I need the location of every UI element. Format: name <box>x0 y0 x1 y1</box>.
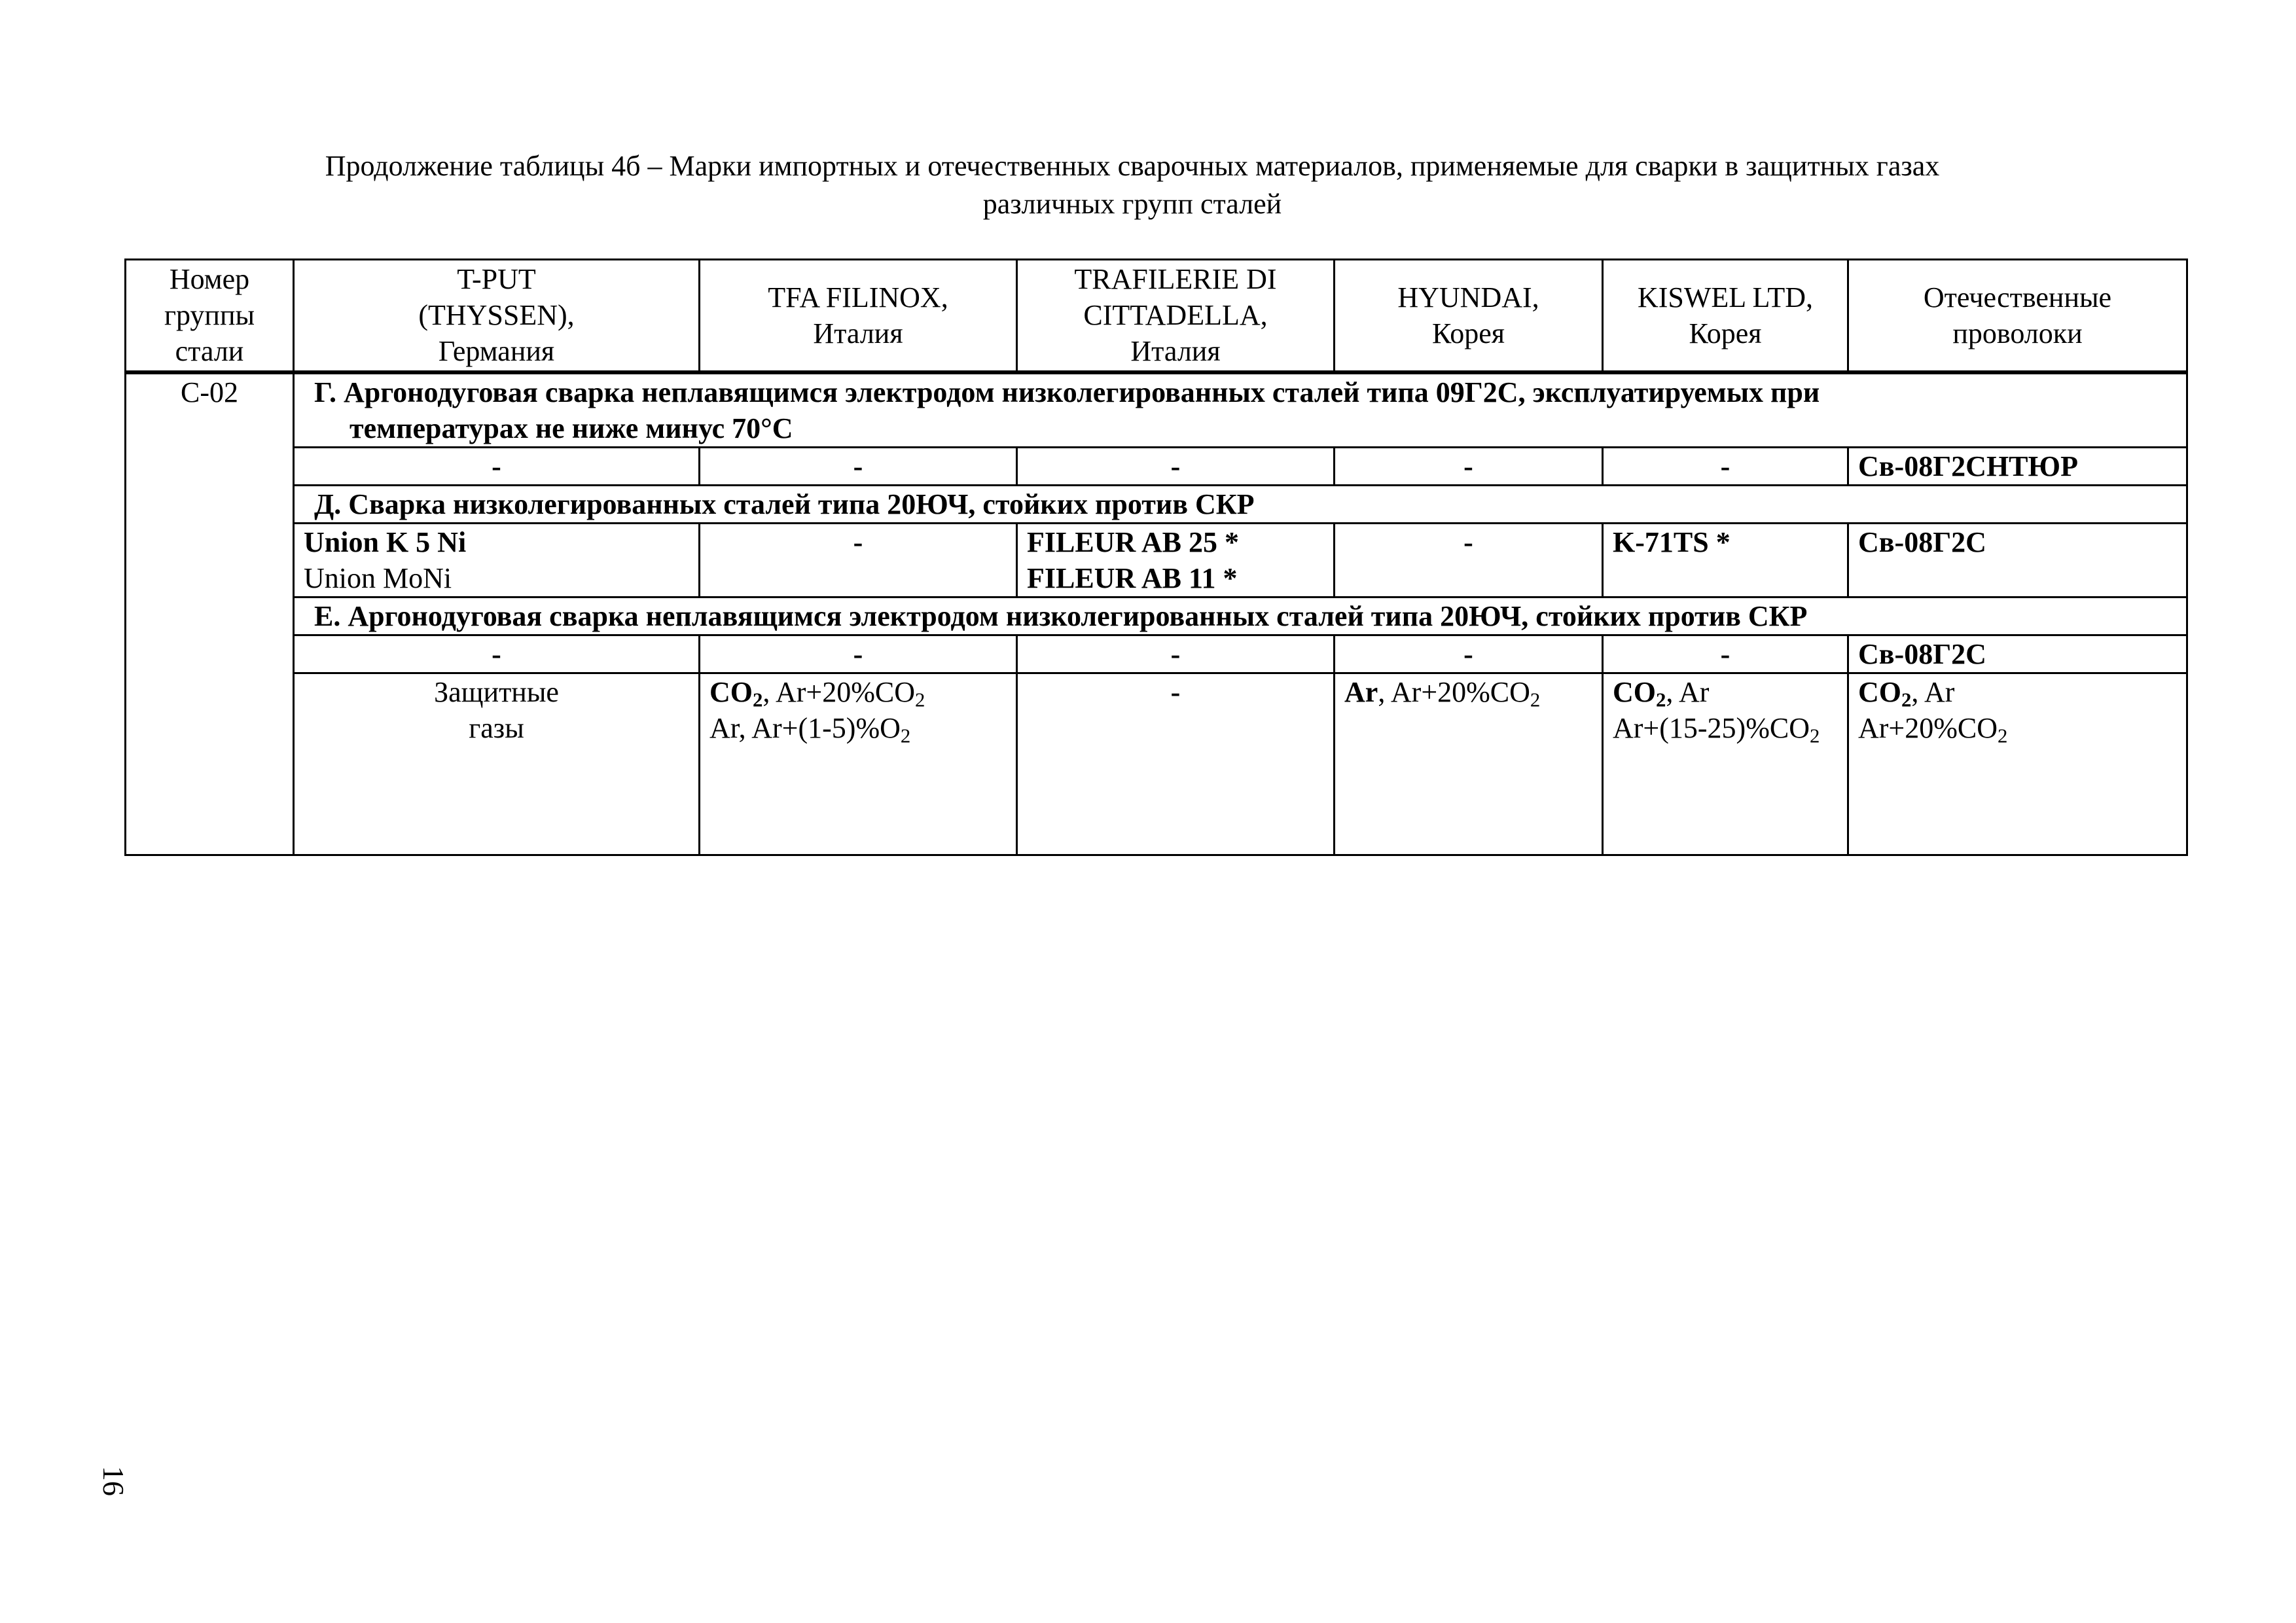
section-d-title-row <box>126 485 2187 523</box>
section-g-title-row <box>126 372 2187 448</box>
header-domestic: Отечественные проволоки <box>1848 260 2187 372</box>
section-e-title: Е. Аргонодуговая сварка неплавящимся электродом низколегированных сталей типа 20ЮЧ, стойких против СКР <box>294 597 2187 635</box>
header-trafilerie: TRAFILERIE DI CITTADELLA, Италия <box>1017 260 1335 372</box>
header-tfa: TFA FILINOX, Италия <box>700 260 1017 372</box>
welding-materials-table <box>124 259 2188 856</box>
gases-label: Защитные газы <box>294 673 700 855</box>
section-d-trafilerie: FILEUR AB 25 * FILEUR AB 11 * <box>1017 523 1335 597</box>
section-d-title: Д. Сварка низколегированных сталей типа 20ЮЧ, стойких против СКР <box>294 485 2187 523</box>
group-cell: С-02 <box>126 372 294 855</box>
gases-trafilerie: Ar, $Ar+20\%CO_2$ <box>1335 673 1603 855</box>
header-hyundai: HYUNDAI, Корея <box>1335 260 1603 372</box>
table-header-row <box>126 260 2187 372</box>
section-g-row: - - - - - Св-08Г2СНТЮР <box>126 447 2187 485</box>
page-number: 16 <box>97 1466 130 1496</box>
table-caption <box>131 147 2134 223</box>
caption-line-1: Продолжение таблицы 4б – Марки импортных и отечественных сварочных материалов, применяемые для сварки в защитных газах <box>325 150 1940 182</box>
header-tput: T-PUT (THYSSEN), Германия <box>294 260 700 372</box>
gases-tfa: - <box>1017 673 1335 855</box>
section-e-row: - - - - - Св-08Г2С <box>126 635 2187 673</box>
section-e-title-row <box>126 597 2187 635</box>
section-g-title: Г. Аргонодуговая сварка неплавящимся электродом низколегированных сталей типа 09Г2С, эксплуатируемых при температурах не ниже минус 70°С <box>294 372 2187 448</box>
header-kiswel: KISWEL LTD, Корея <box>1603 260 1848 372</box>
caption-line-2: различных групп сталей <box>982 188 1282 220</box>
header-group: Номер группы стали <box>126 260 294 372</box>
gases-row <box>126 673 2187 855</box>
section-d-domestic: Св-08Г2С <box>1848 523 2187 597</box>
section-g-domestic: Св-08Г2СНТЮР <box>1848 447 2187 485</box>
gases-hyundai: $CO_2$, Ar $Ar+(15-25)\%CO_2$ <box>1603 673 1848 855</box>
section-e-domestic: Св-08Г2С <box>1848 635 2187 673</box>
gases-kiswel: $CO_2$, Ar $Ar+20\%CO_2$ <box>1848 673 2187 855</box>
section-d-kiswel: K-71TS * <box>1603 523 1848 597</box>
section-d-tput: Union K 5 Ni Union MoNi <box>294 523 700 597</box>
section-d-row: Union K 5 Ni Union MoNi - FILEUR AB 25 * FILEUR AB 11 * - K-71TS * Св-08Г2С <box>126 523 2187 597</box>
gases-tput: $CO_2$, $Ar+20\%CO_2$ Ar, $Ar+(1-5)\%O_2$ <box>700 673 1017 855</box>
